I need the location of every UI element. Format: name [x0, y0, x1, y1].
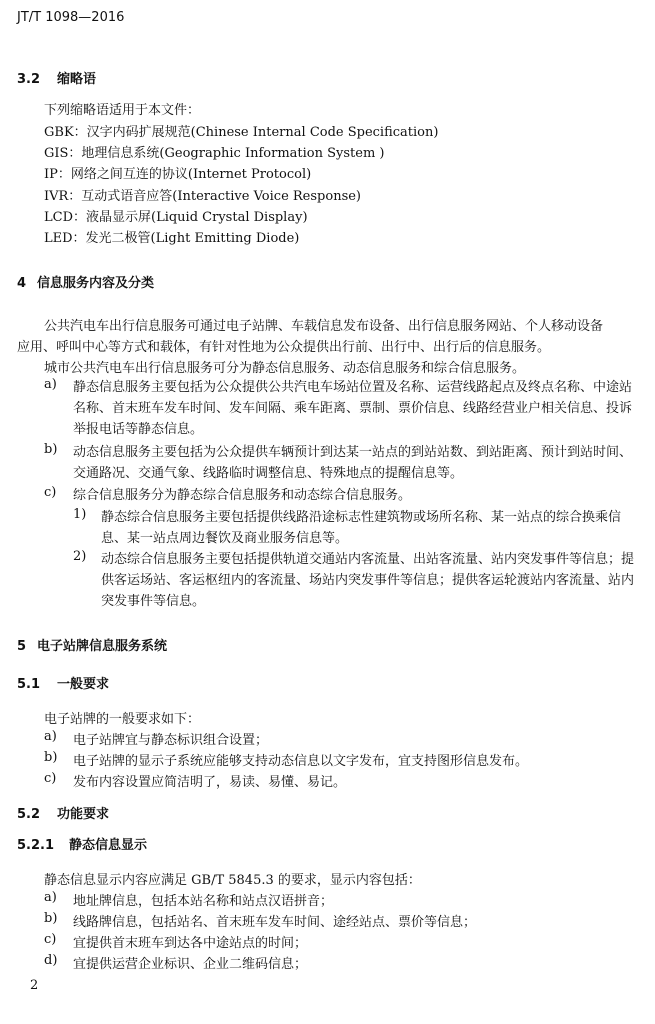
sublist-marker: 1) [73, 507, 87, 522]
list-marker: b) [44, 911, 58, 926]
list-item-text: 地址牌信息，包括本站名称和站点汉语拼音； [73, 894, 334, 909]
paragraph-line: 应用、呼叫中心等方式和载体，有针对性地为公众提供出行前、出行中、出行后的信息服务。 [17, 340, 551, 355]
abbrev-item: LED：发光二极管(Light Emitting Diode) [44, 231, 300, 246]
list-item-text: 电子站牌的显示子系统应能够支持动态信息以文字发布，宜支持图形信息发布。 [73, 754, 529, 769]
list-item-text: 线路牌信息，包括站名、首末班车发车时间、途经站点、票价等信息； [73, 915, 477, 930]
list-marker: c) [44, 771, 57, 786]
section-5-heading [17, 635, 167, 654]
abbrev-item: IVR：互动式语音应答(Interactive Voice Response) [44, 189, 362, 204]
sublist-item-text: 静态综合信息服务主要包括提供线路沿途标志性建筑物或场所名称、某一站点的综合换乘信息、某一站点周边餐饮及商业服务信息等。 [101, 510, 622, 546]
list-marker: a) [44, 890, 57, 905]
abbrev-item: LCD：液晶显示屏(Liquid Crystal Display) [44, 210, 308, 225]
list-marker: b) [44, 750, 58, 765]
section-number: 5.1 [17, 677, 41, 692]
paragraph-line: 公共汽电车出行信息服务可通过电子站牌、车载信息发布设备、出行信息服务网站、个人移动设备 [44, 319, 604, 334]
paragraph: 电子站牌的一般要求如下： [44, 712, 201, 727]
section-title: 功能要求 [57, 807, 110, 822]
section-title: 缩略语 [57, 72, 97, 87]
section-title: 信息服务内容及分类 [37, 276, 155, 291]
list-item-text: 综合信息服务分为静态综合信息服务和动态综合信息服务。 [73, 488, 412, 503]
list-item-text: 宜提供运营企业标识、企业二维码信息； [73, 957, 308, 972]
abbrev-item: GIS：地理信息系统(Geographic Information System ) [44, 146, 385, 161]
section-number: 5.2 [17, 807, 41, 822]
section-number: 5 [17, 639, 27, 654]
section-5-2-1-heading [17, 834, 147, 853]
list-marker: a) [44, 377, 57, 392]
list-marker: c) [44, 932, 57, 947]
section-5-1-heading [17, 673, 109, 692]
sublist-item-text: 动态综合信息服务主要包括提供轨道交通站内客流量、出站客流量、站内突发事件等信息；提供客运场站、客运枢纽内的客流量、场站内突发事件等信息；提供客运轮渡站内客流量、站内突发事件等信息。 [101, 552, 635, 609]
abbrev-item: IP：网络之间互连的协议(Internet Protocol) [44, 167, 312, 182]
list-item-text: 宜提供首末班车到达各中途站点的时间； [73, 936, 308, 951]
section-title: 一般要求 [57, 677, 110, 692]
list-marker: b) [44, 442, 58, 457]
list-item-text: 静态信息服务主要包括为公众提供公共汽电车场站位置及名称、运营线路起点及终点名称、中途站名称、首末班车发车时间、发车间隔、乘车距离、票制、票价信息、线路经营业户相关信息、投诉举报电话等静态信息。 [73, 380, 633, 437]
section-title: 电子站牌信息服务系统 [37, 639, 168, 654]
section-number: 4 [17, 276, 27, 291]
section-5-2-heading [17, 803, 109, 822]
list-marker: d) [44, 953, 58, 968]
abbrev-intro: 下列缩略语适用于本文件： [44, 103, 201, 118]
list-item-text: 发布内容设置应简洁明了，易读、易懂、易记。 [73, 775, 347, 790]
paragraph: 城市公共汽电车出行信息服务可分为静态信息服务、动态信息服务和综合信息服务。 [44, 361, 526, 376]
list-marker: c) [44, 485, 57, 500]
section-number: 5.2.1 [17, 838, 55, 853]
paragraph: 静态信息显示内容应满足 GB/T 5845.3 的要求，显示内容包括： [44, 873, 421, 888]
document-id: JT/T 1098—2016 [17, 10, 125, 25]
section-4-heading [17, 272, 154, 291]
section-title: 静态信息显示 [69, 838, 148, 853]
sublist-marker: 2) [73, 549, 87, 564]
section-number: 3.2 [17, 72, 41, 87]
abbrev-item: GBK：汉字内码扩展规范(Chinese Internal Code Specification) [44, 125, 439, 140]
list-item-text: 动态信息服务主要包括为公众提供车辆预计到达某一站点的到站站数、到站距离、预计到站时间、交通路况、交通气象、线路临时调整信息、特殊地点的提醒信息等。 [73, 445, 633, 481]
list-item-text: 电子站牌宜与静态标识组合设置； [73, 733, 269, 748]
page-number: 2 [30, 978, 39, 993]
section-3-2-heading [17, 68, 96, 87]
list-marker: a) [44, 729, 57, 744]
